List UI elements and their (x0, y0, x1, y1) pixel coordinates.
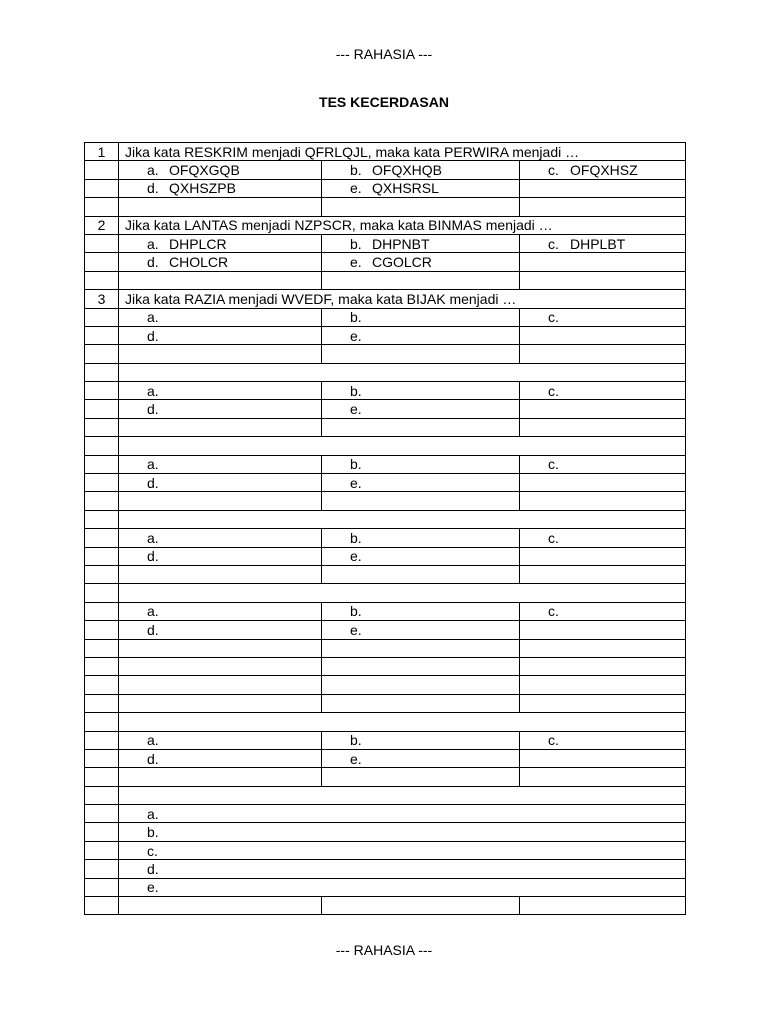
option-b: b. OFQXHQB (322, 161, 520, 179)
spacer-row (85, 345, 686, 363)
option-a: a. (119, 455, 322, 473)
option-c: c. (520, 382, 686, 400)
option-row (85, 749, 686, 767)
option-row (85, 400, 686, 418)
option-a: a. OFQXGQB (119, 161, 322, 179)
option-a: a. (119, 602, 322, 620)
option-e: e. (322, 400, 520, 418)
option-e: e. (322, 326, 520, 344)
question-number: 2 (85, 216, 119, 234)
option-e: e. (322, 621, 520, 639)
option-b: b. DHPNBT (322, 234, 520, 252)
spacer-row (85, 418, 686, 436)
option-c: c. (520, 308, 686, 326)
option-d: d. (119, 400, 322, 418)
option-e: e. (119, 878, 686, 896)
option-b: b. (322, 455, 520, 473)
question-row (85, 363, 686, 381)
spacer-row (85, 694, 686, 712)
question-row (85, 584, 686, 602)
question-row (85, 437, 686, 455)
option-d: d. (119, 474, 322, 492)
option-a: a. (119, 382, 322, 400)
question-text: Jika kata RESKRIM menjadi QFRLQJL, maka kata PERWIRA menjadi … (119, 143, 686, 161)
option-row (85, 621, 686, 639)
option-b: b. (322, 602, 520, 620)
question-row (85, 713, 686, 731)
question-row (85, 290, 686, 308)
question-row (85, 143, 686, 161)
option-row (85, 179, 686, 197)
spacer-row (85, 657, 686, 675)
spacer-row (85, 198, 686, 216)
footer-classification: --- RAHASIA --- (335, 942, 433, 958)
option-a: a. DHPLCR (119, 234, 322, 252)
question-text: Jika kata RAZIA menjadi WVEDF, maka kata BIJAK menjadi … (119, 290, 686, 308)
option-row (85, 529, 686, 547)
option-a: a. (119, 731, 322, 749)
option-row (85, 161, 686, 179)
option-c: c. (119, 841, 686, 859)
option-e: e. QXHSRSL (322, 179, 520, 197)
spacer-row (85, 897, 686, 915)
question-text: Jika kata LANTAS menjadi NZPSCR, maka kata BINMAS menjadi … (119, 216, 686, 234)
question-row (85, 786, 686, 804)
spacer-row (85, 676, 686, 694)
option-b: b. (322, 382, 520, 400)
spacer-row (85, 565, 686, 583)
option-e: e. (322, 547, 520, 565)
spacer-row (85, 271, 686, 289)
option-a: a. (119, 308, 322, 326)
option-d: d. (119, 621, 322, 639)
option-row (85, 253, 686, 271)
option-row (85, 474, 686, 492)
option-row (85, 326, 686, 344)
option-e: e. (322, 474, 520, 492)
option-e: e. (322, 749, 520, 767)
spacer-row (85, 492, 686, 510)
option-b: b. (322, 308, 520, 326)
option-row (85, 823, 686, 841)
option-c: c. (520, 529, 686, 547)
option-row (85, 455, 686, 473)
option-row (85, 602, 686, 620)
option-row (85, 308, 686, 326)
option-d: d. (119, 326, 322, 344)
option-row (85, 382, 686, 400)
header-classification: --- RAHASIA --- (335, 46, 433, 62)
question-number: 1 (85, 143, 119, 161)
document-title: TES KECERDASAN (319, 94, 449, 110)
option-row (85, 878, 686, 896)
option-d: d. QXHSZPB (119, 179, 322, 197)
option-c: c. DHPLBT (520, 234, 686, 252)
option-b: b. (322, 731, 520, 749)
question-number: 3 (85, 290, 119, 308)
option-row (85, 731, 686, 749)
option-d: d. CHOLCR (119, 253, 322, 271)
option-b: b. (119, 823, 686, 841)
option-a: a. (119, 529, 322, 547)
option-row (85, 860, 686, 878)
option-e: e. CGOLCR (322, 253, 520, 271)
option-c: c. OFQXHSZ (520, 161, 686, 179)
option-row (85, 805, 686, 823)
question-row (85, 216, 686, 234)
test-table (84, 142, 686, 915)
spacer-row (85, 639, 686, 657)
option-a: a. (119, 805, 686, 823)
option-c: c. (520, 602, 686, 620)
option-row (85, 234, 686, 252)
option-b: b. (322, 529, 520, 547)
question-row (85, 510, 686, 528)
option-c: c. (520, 731, 686, 749)
option-d: d. (119, 547, 322, 565)
option-row (85, 841, 686, 859)
spacer-row (85, 768, 686, 786)
option-c: c. (520, 455, 686, 473)
option-d: d. (119, 749, 322, 767)
option-d: d. (119, 860, 686, 878)
option-row (85, 547, 686, 565)
